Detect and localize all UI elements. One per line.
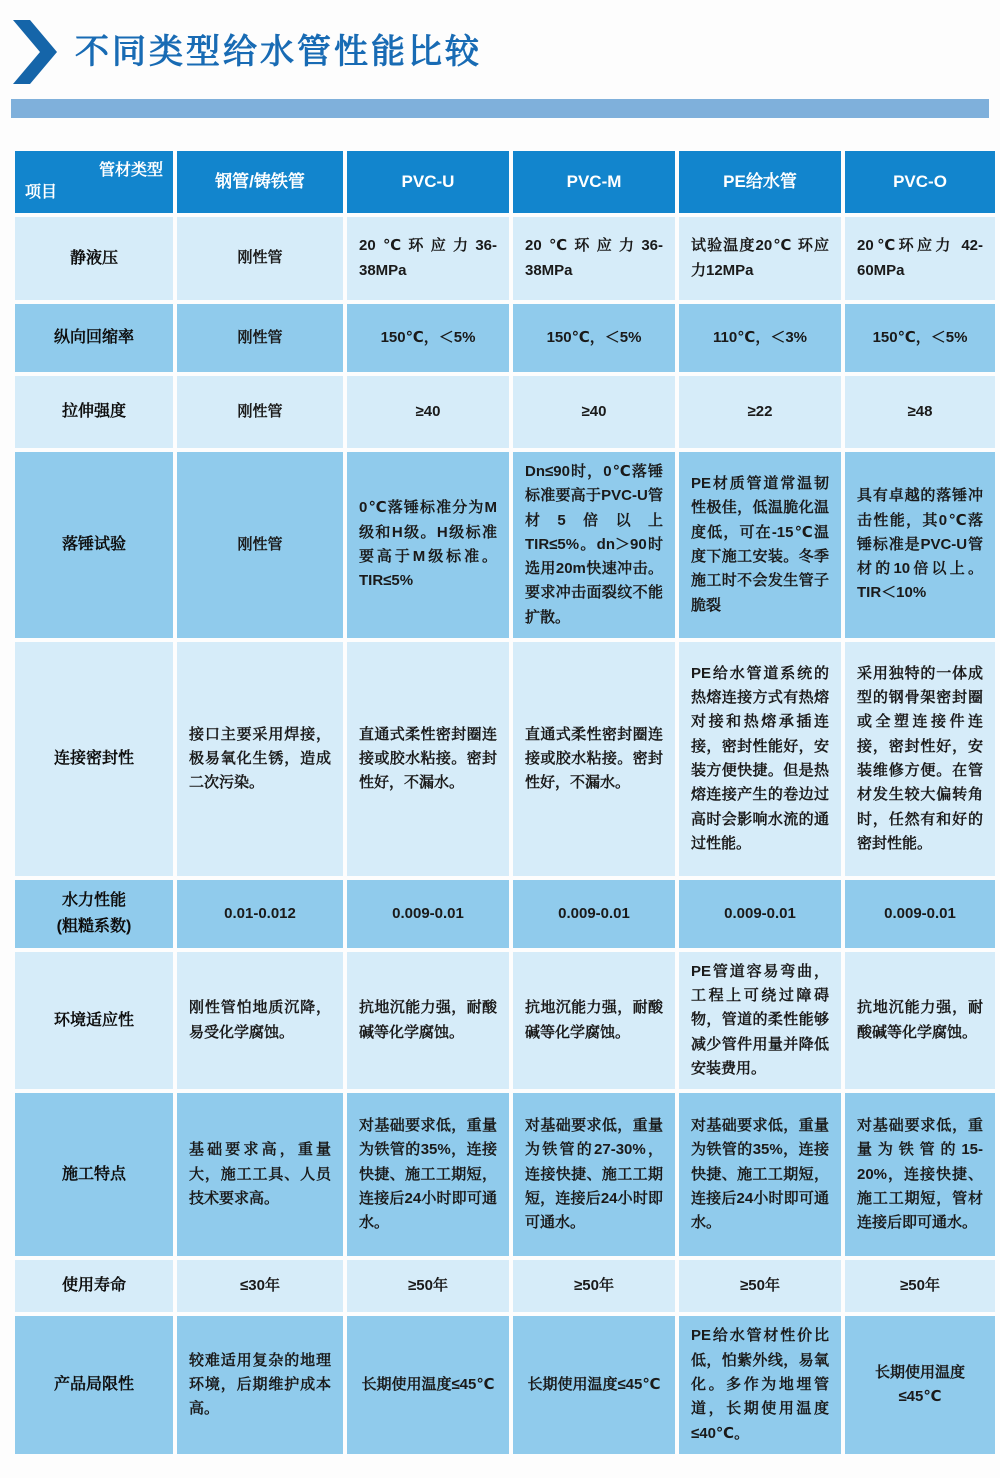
pipe-comparison-table: [11, 147, 999, 1458]
row-label: 连接密封性: [15, 642, 173, 876]
table-row-shrinkage: [15, 304, 995, 372]
corner-header-bottom-label: 项目: [25, 184, 58, 202]
table-cell: 0.009-0.01: [513, 880, 675, 948]
table-cell: 0.009-0.01: [347, 880, 509, 948]
table-cell: 采用独特的一体成型的钢骨架密封圈或全塑连接件连接，密封性好，安装维修方便。在管材发生较大偏转角时，任然有和好的密封性能。: [845, 642, 995, 876]
column-header-pvc-m: PVC-M: [513, 151, 675, 213]
table-cell: ≥50年: [845, 1260, 995, 1312]
table-cell: 较难适用复杂的地理环境，后期维护成本高。: [177, 1316, 343, 1453]
table-row-limitations: [15, 1316, 995, 1453]
table-cell: 基础要求高，重量大，施工工具、人员技术要求高。: [177, 1093, 343, 1256]
table-cell: 0℃落锤标准分为M级和H级。H级标准要高于M级标准。TIR≤5%: [347, 452, 509, 638]
table-cell: Dn≤90时，0℃落锤标准要高于PVC-U管材5倍以上 TIR≤5%。dn＞90时选用20m快速冲击。要求冲击面裂纹不能扩散。: [513, 452, 675, 638]
row-label: 拉伸强度: [15, 376, 173, 448]
title-underline-band: [11, 99, 989, 118]
row-label: 静液压: [15, 217, 173, 300]
table-cell: PE给水管材性价比低，怕紫外线，易氧化。多作为地埋管道，长期使用温度≤40℃。: [679, 1316, 841, 1453]
column-header-steel: 钢管/铸铁管: [177, 151, 343, 213]
table-cell: 抗地沉能力强，耐酸碱等化学腐蚀。: [513, 952, 675, 1089]
table-row-hydrostatic: [15, 217, 995, 300]
table-cell: 刚性管: [177, 376, 343, 448]
page-title: 不同类型给水管性能比较: [75, 32, 482, 71]
table-cell: 150℃，＜5%: [347, 304, 509, 372]
column-header-pe: PE给水管: [679, 151, 841, 213]
table-cell: PE材质管道常温韧性极佳，低温脆化温度低，可在-15℃温度下施工安装。冬季施工时不会发生管子脆裂: [679, 452, 841, 638]
row-label: 落锤试验: [15, 452, 173, 638]
table-cell: ≤30年: [177, 1260, 343, 1312]
table-row-environment: [15, 952, 995, 1089]
table-cell: 具有卓越的落锤冲击性能，其0℃落锤标准是PVC-U管材的10倍以上。TIR＜10%: [845, 452, 995, 638]
header-row: [15, 151, 995, 213]
table-cell: 20℃环应力36-38MPa: [513, 217, 675, 300]
table-cell: 对基础要求低，重量为铁管的35%，连接快捷、施工工期短，连接后24小时即可通水。: [347, 1093, 509, 1256]
table-cell: PE管道容易弯曲，工程上可绕过障碍物，管道的柔性能够减少管件用量并降低安装费用。: [679, 952, 841, 1089]
table-row-tensile: [15, 376, 995, 448]
table-cell: 对基础要求低，重量为铁管的15-20%，连接快捷、施工工期短，管材连接后即可通水。: [845, 1093, 995, 1256]
row-label: 环境适应性: [15, 952, 173, 1089]
table-row-construction: [15, 1093, 995, 1256]
table-cell: 接口主要采用焊接，极易氧化生锈，造成二次污染。: [177, 642, 343, 876]
table-cell: PE给水管道系统的热熔连接方式有热熔对接和热熔承插连接，密封性能好，安装方便快捷。但是热熔连接产生的卷边过高时会影响水流的通过性能。: [679, 642, 841, 876]
table-cell: 长期使用温度≤45℃: [347, 1316, 509, 1453]
table-cell: 0.009-0.01: [679, 880, 841, 948]
row-label: 纵向回缩率: [15, 304, 173, 372]
table-cell: 刚性管怕地质沉降，易受化学腐蚀。: [177, 952, 343, 1089]
table-cell: 抗地沉能力强，耐酸碱等化学腐蚀。: [845, 952, 995, 1089]
row-label: 施工特点: [15, 1093, 173, 1256]
table-cell: ≥40: [513, 376, 675, 448]
table-cell: ≥50年: [513, 1260, 675, 1312]
table-cell: 150℃，＜5%: [845, 304, 995, 372]
table-cell: ≥50年: [347, 1260, 509, 1312]
table-cell: 长期使用温度≤45℃: [513, 1316, 675, 1453]
chevron-icon: [13, 20, 57, 84]
table-cell: ≥40: [347, 376, 509, 448]
row-label: 产品局限性: [15, 1316, 173, 1453]
table-row-joint-sealing: [15, 642, 995, 876]
table-cell: 对基础要求低，重量为铁管的35%，连接快捷、施工工期短，连接后24小时即可通水。: [679, 1093, 841, 1256]
row-label: 水力性能 (粗糙系数): [15, 880, 173, 948]
table-cell: 抗地沉能力强，耐酸碱等化学腐蚀。: [347, 952, 509, 1089]
table-cell: 刚性管: [177, 217, 343, 300]
corner-header-cell: [15, 151, 173, 213]
title-row: [11, 20, 989, 84]
table-row-hydraulic: [15, 880, 995, 948]
table-cell: 110℃，＜3%: [679, 304, 841, 372]
table-cell: ≥50年: [679, 1260, 841, 1312]
table-cell: 20℃环应力36-38MPa: [347, 217, 509, 300]
table-cell: 150℃，＜5%: [513, 304, 675, 372]
table-row-service-life: [15, 1260, 995, 1312]
table-row-drop-hammer: [15, 452, 995, 638]
table-cell: 长期使用温度≤45℃: [845, 1316, 995, 1453]
table-cell: ≥22: [679, 376, 841, 448]
table-cell: 0.01-0.012: [177, 880, 343, 948]
table-cell: 刚性管: [177, 452, 343, 638]
table-cell: 刚性管: [177, 304, 343, 372]
table-cell: 试验温度20℃ 环应力12MPa: [679, 217, 841, 300]
table-cell: 直通式柔性密封圈连接或胶水粘接。密封性好，不漏水。: [513, 642, 675, 876]
table-cell: 0.009-0.01: [845, 880, 995, 948]
corner-header-top-label: 管材类型: [98, 162, 163, 179]
column-header-pvc-u: PVC-U: [347, 151, 509, 213]
table-cell: 直通式柔性密封圈连接或胶水粘接。密封性好，不漏水。: [347, 642, 509, 876]
table-cell: 20℃环应力 42-60MPa: [845, 217, 995, 300]
table-cell: 对基础要求低，重量为铁管的27-30%，连接快捷、施工工期短，连接后24小时即可通水。: [513, 1093, 675, 1256]
row-label: 使用寿命: [15, 1260, 173, 1312]
column-header-pvc-o: PVC-O: [845, 151, 995, 213]
table-cell: ≥48: [845, 376, 995, 448]
